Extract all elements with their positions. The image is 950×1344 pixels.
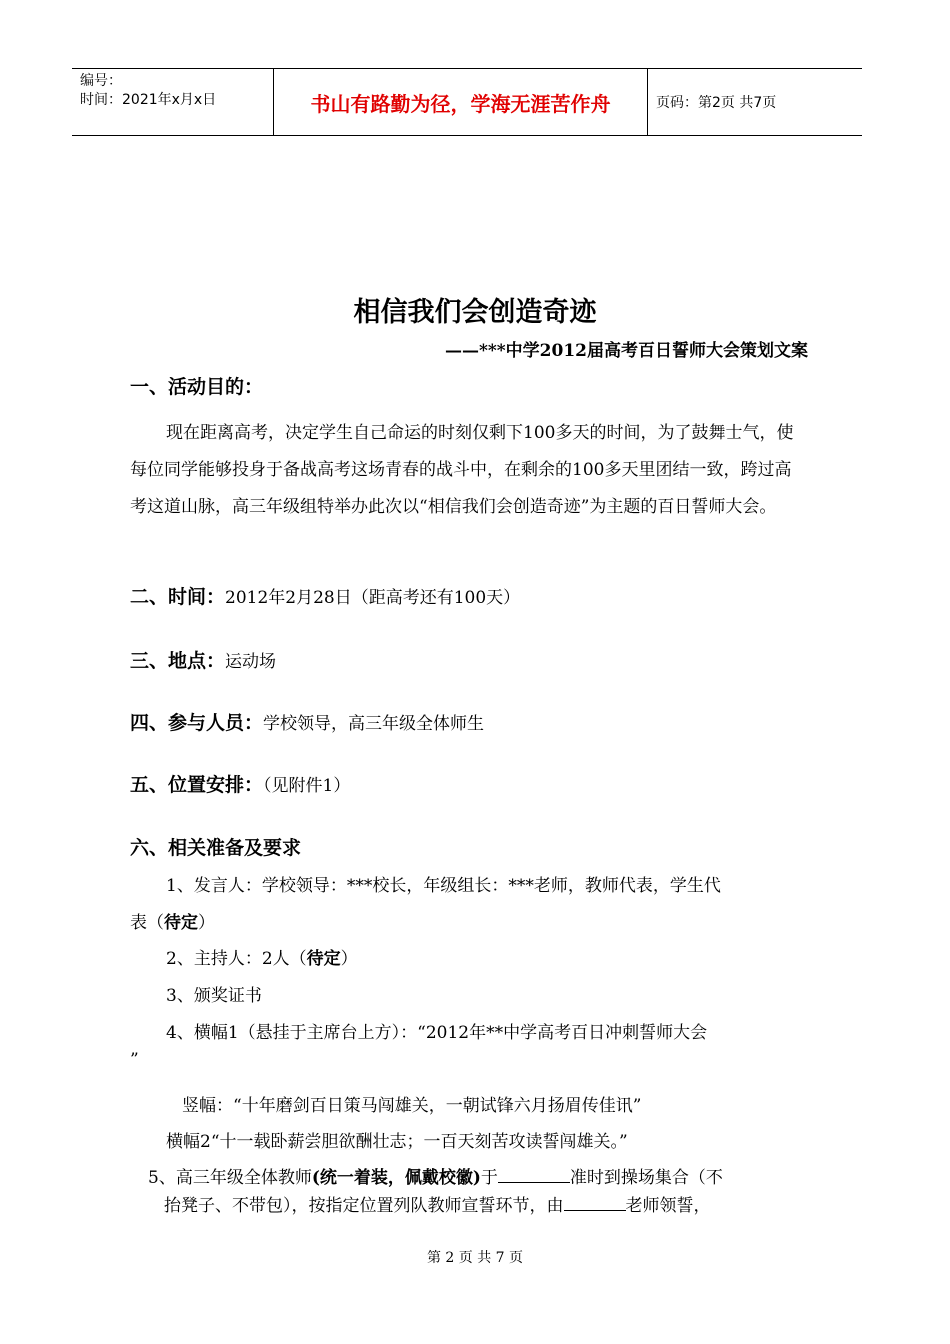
section-location (130, 646, 276, 673)
header-page-info: 页码：第2页 共7页 (656, 95, 777, 111)
section-value: 学校领导，高三年级全体师生 (263, 714, 485, 734)
item-4-line-1: 4、横幅1（悬挂于主席台上方）：“2012年**中学高考百日冲刺誓师大会 (166, 1023, 708, 1043)
section-heading-text: 三、地点： (130, 650, 226, 672)
section-heading-text: 六、相关准备及要求 (130, 837, 302, 859)
fill-blank-time (498, 1164, 570, 1183)
item-1-line-1: 1、发言人：学校领导：***校长，年级组长：***老师，教师代表，学生代 (166, 876, 721, 896)
item-2: 2、主持人：2人（待定） (166, 949, 358, 969)
item-5-line-1: 5、高三年级全体教师(统一着装，佩戴校徽)于 准时到操场集合（不 (148, 1163, 723, 1188)
page-header (72, 68, 862, 136)
item-4-vertical-banner: 竖幅：“十年磨剑百日策马闯雄关，一朝试锋六月扬眉传佳讯” (182, 1096, 642, 1116)
item-4-banner-2: 横幅2“十一载卧薪尝胆欲酬壮志；一百天刻苦攻读誓闯雄关。” (166, 1132, 628, 1152)
document-subtitle: ——***中学2012届高考百日誓师大会策划文案 (445, 341, 808, 361)
section-value: 运动场 (225, 652, 277, 672)
fill-blank-teacher (564, 1192, 626, 1211)
section-participants (130, 708, 484, 735)
item-3: 3、颁奖证书 (166, 986, 262, 1006)
section-seating (130, 770, 350, 797)
tbd-label: 待定 (164, 913, 198, 933)
number-label: 编号： (80, 73, 122, 89)
item-4-line-2: ” (130, 1050, 139, 1070)
dress-code: (统一着装，佩戴校徽) (311, 1168, 481, 1188)
header-motto: 书山有路勤为径，学海无涯苦作舟 (274, 69, 648, 135)
purpose-paragraph: 现在距离高考，决定学生自己命运的时刻仅剩下100多天的时间，为了鼓舞士气，使每位同学能够投身于备战高考这场青春的战斗中，在剩余的100多天里团结一致，跨过高考这道山脉，高三年级组特举办此次以“相信我们会创造奇迹”为主题的百日誓师大会。 (130, 423, 794, 517)
tbd-label: 待定 (306, 949, 341, 969)
item-5-line-2: 抬凳子、不带包），按指定位置列队教师宣誓环节，由 老师领誓， (164, 1191, 711, 1216)
section-heading-text: 五、位置安排： (130, 774, 264, 796)
section-heading-text: 一、活动目的： (130, 376, 264, 398)
section-heading-text: 二、时间： (130, 586, 226, 608)
item-1-line-2: 表（待定） (130, 913, 215, 933)
page-footer: 第 2 页 共 7 页 (426, 1250, 524, 1266)
section-heading-text: 四、参与人员： (130, 712, 264, 734)
section-value: （见附件1） (263, 776, 351, 796)
section-heading-purpose (130, 372, 263, 399)
section-preparations (130, 833, 301, 860)
document-title: 相信我们会创造奇迹 (353, 297, 597, 328)
section-value: 2012年2月28日（距高考还有100天） (225, 588, 521, 608)
header-meta (72, 69, 274, 135)
time-label: 时间：2021年x月x日 (80, 92, 217, 108)
section-time (130, 582, 520, 609)
